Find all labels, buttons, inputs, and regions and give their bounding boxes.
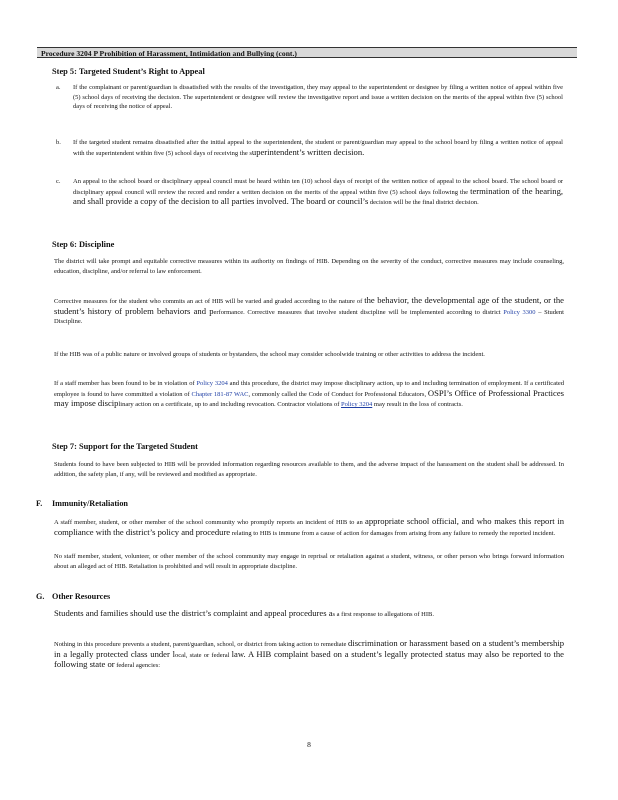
step6-paragraph-1: The district will take prompt and equitable corrective measures within its authority on findings of HIB. Depending on the severity of the conduct, corrective measures may include counseling, education, discipline, and/or referral to law enforcement. [54, 258, 564, 275]
step5-c-paragraph: An appeal to the school board or disciplinary appeal council must be heard within ten (10) school days of receipt of the written notice of appeal to the school board. The school board or disciplinary appeal council will review the record and render a written decision on the merits of the appeal within five (5) school days following the termination of the hearing, and shall provide a copy of the decision to all parties involved. The board or council’s decision will be the final district decision. [73, 178, 563, 207]
section-g-paragraph-2: Nothing in this procedure prevents a student, parent/guardian, school, or district from taking action to remediate discrimination or harassment based on a student’s membership in a legally protected class under local, state or federal law. A HIB complaint based on a student’s legally protected status may also be reported to the following state or federal agencies: [54, 639, 564, 670]
step5-a-paragraph: If the complainant or parent/guardian is dissatisfied with the results of the investigation, they may appeal to the superintendent or designee by filing a written notice of appeal within five (5) school days of receiving the decision. The superintendent or designee will review the investigative report and issue a written decision on the merits of the appeal within five (5) school days of receiving the notice of appeal. [73, 84, 563, 111]
step6-paragraph-3: If the HIB was of a public nature or involved groups of students or bystanders, the school may consider schoolwide training or other activities to address the incident. [54, 351, 485, 358]
step6-paragraph-2: Corrective measures for the student who commits an act of HIB will be varied and graded according to the nature of the behavior, the developmental age of the student, or the student’s history of problem behaviors and performance. Corrective measures that involve student discipline will be implemented according to district Policy 3300 – Student Discipline. [54, 296, 564, 326]
chapter-181-87-wac-link[interactable]: Chapter 181-87 WAC [191, 390, 249, 398]
step5-c-label: c. [56, 178, 61, 185]
section-g-letter: G. [36, 592, 45, 601]
policy-3204-link[interactable]: Policy 3204 [196, 380, 228, 387]
section-f-paragraph-1: A staff member, student, or other member of the school community who promptly reports an incident of HIB to an appropriate school official, and who makes this report in compliance with the district’s policy and procedure relating to HIB is immune from a cause of action for damages from arising from any failure to remedy the reported incident. [54, 517, 564, 537]
section-f-paragraph-2: No staff member, student, volunteer, or other member of the school community may engage in reprisal or retaliation against a student, witness, or other person who brings forward information about an alleged act of HIB. Retaliation is prohibited and will result in appropriate discipline. [54, 553, 564, 570]
step5-b-paragraph: If the targeted student remains dissatisfied after the initial appeal to the superintendent, the student or parent/guardian may appeal to the school board by filing a written notice of appeal with the superintendent within five (5) school days of receiving the superintendent’s written decision. [73, 139, 563, 157]
section-g-title: Other Resources [52, 592, 111, 601]
policy-3204-link-2[interactable]: Policy 3204 [341, 401, 373, 409]
policy-3300-link[interactable]: Policy 3300 [503, 308, 536, 316]
step7-paragraph: Students found to have been subjected to HIB will be provided information regarding resources available to them, and the adverse impact of the harassment on the student shall be addressed. In addition, the safety plan, if any, will be reviewed and modified as appropriate. [54, 461, 564, 478]
step5-a-label: a. [56, 84, 61, 91]
page-number: 8 [307, 740, 311, 749]
section-g-paragraph-1: Students and families should use the district’s complaint and appeal procedures as a first response to allegations of HIB. [54, 609, 434, 618]
step6-heading: Step 6: Discipline [52, 240, 115, 249]
step5-heading: Step 5: Targeted Student’s Right to Appeal [52, 67, 205, 76]
procedure-header: Procedure 3204 P Prohibition of Harassment, Intimidation and Bullying (cont.) [37, 47, 577, 58]
section-f-title: Immunity/Retaliation [52, 499, 128, 508]
step5-b-label: b. [56, 139, 61, 146]
step7-heading: Step 7: Support for the Targeted Student [52, 442, 198, 451]
step6-paragraph-4: If a staff member has been found to be in violation of Policy 3204 and this procedure, the district may impose disciplinary action, up to and including termination of employment. If a certificated employee is found to have committed a violation of Chapter 181-87 WAC, commonly called the Code of Conduct for Professional Educators, OSPI’s Office of Professional Practices may impose disciplinary action on a certificate, up to and including revocation. Contractor violations of Policy 3204 may result in the loss of contracts. [54, 380, 564, 409]
section-f-letter: F. [36, 499, 43, 508]
